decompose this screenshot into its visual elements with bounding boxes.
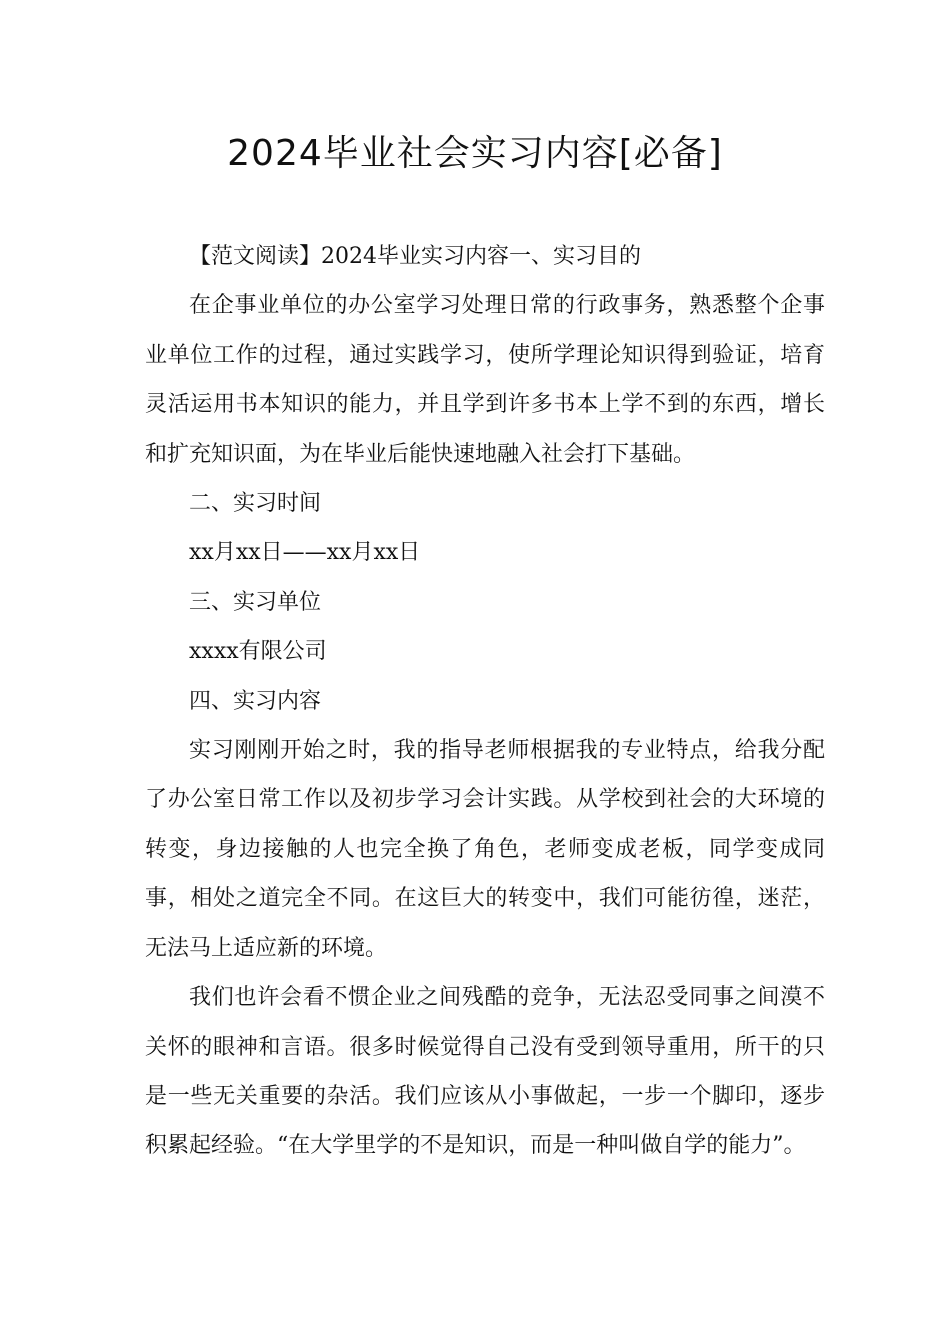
paragraph-time: xx月xx日——xx月xx日 [189,540,421,566]
document-body [145,232,825,1171]
heading-time: 二、实习时间 [189,491,322,517]
paragraph-intro: 【范文阅读】2024毕业实习内容一、实习目的 [189,244,641,269]
heading-unit: 三、实习单位 [189,589,322,615]
paragraph-unit: xxxx有限公司 [189,639,327,665]
paragraph-purpose: 在企事业单位的办公室学习处理日常的行政事务，熟悉整个企事业单位工作的过程，通过实践学习，使所学理论知识得到验证，培育灵活运用书本知识的能力，并且学到许多书本上学不到的东西，增长和扩充知识面，为在毕业后能快速地融入社会打下基础。 [145,293,825,467]
heading-content: 四、实习内容 [189,688,322,714]
document-title: 2024毕业社会实习内容[必备] [227,133,723,174]
paragraph-content-2: 我们也许会看不惯企业之间残酷的竞争，无法忍受同事之间漠不关怀的眼神和言语。很多时候觉得自己没有受到领导重用，所干的只是一些无关重要的杂活。我们应该从小事做起，一步一个脚印，逐步积累起经验。“在大学里学的不是知识，而是一种叫做自学的能力”。 [145,985,825,1159]
paragraph-content-1: 实习刚刚开始之时，我的指导老师根据我的专业特点，给我分配了办公室日常工作以及初步学习会计实践。从学校到社会的大环境的转变，身边接触的人也完全换了角色，老师变成老板，同学变成同事，相处之道完全不同。在这巨大的转变中，我们可能彷徨，迷茫，无法马上适应新的环境。 [145,738,825,961]
